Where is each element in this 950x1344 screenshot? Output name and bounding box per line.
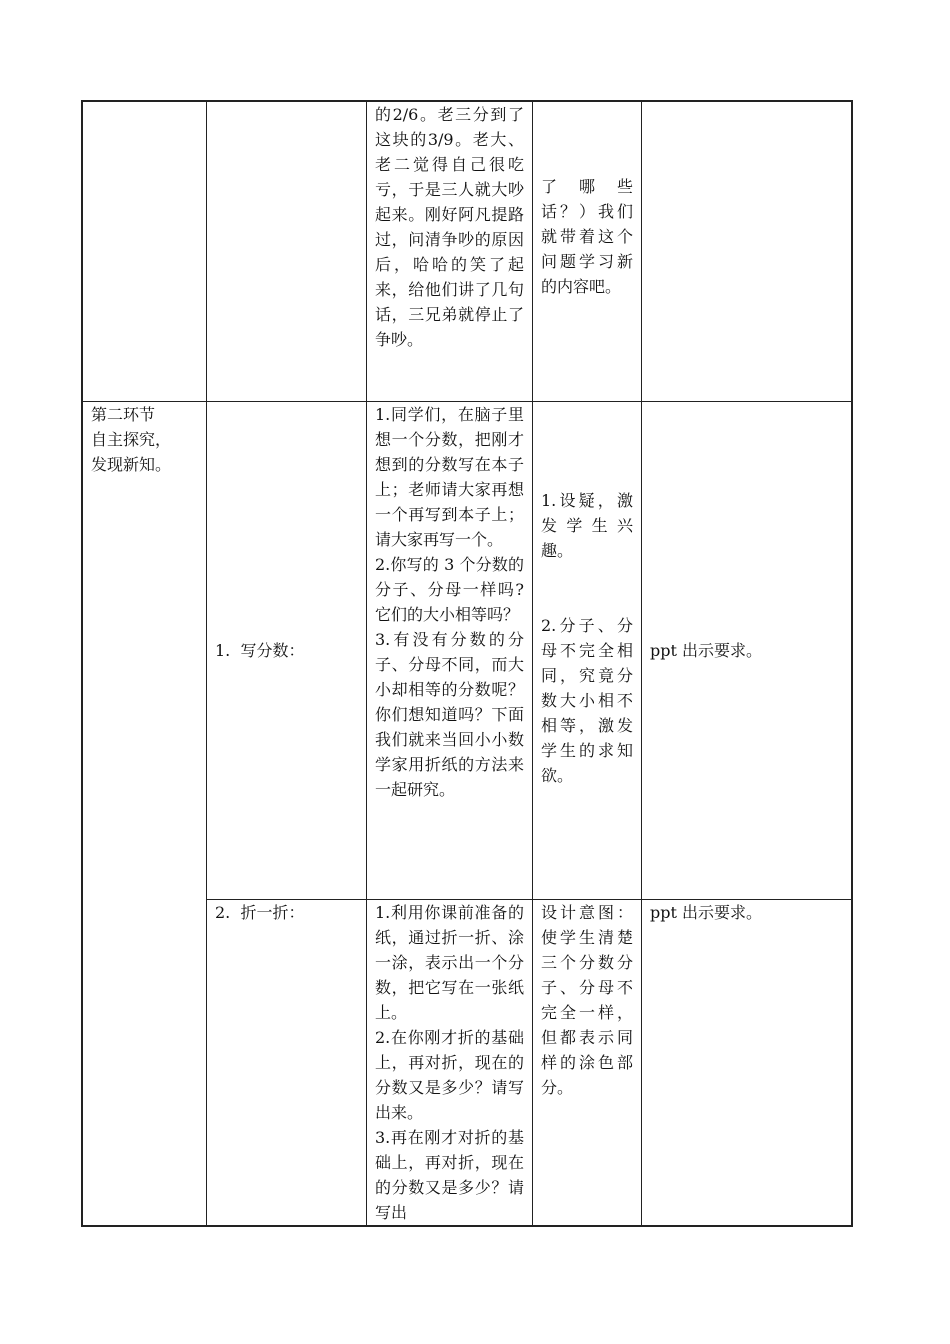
step-label: 2. 折一折： <box>215 902 305 922</box>
note-text: ppt 出示要求。 <box>650 902 763 922</box>
stage-subtitle-2: 发现新知。 <box>91 454 172 474</box>
intent-text: 设计意图：使学生清楚三个分数分子、分母不完全一样，但都表示同样的涂色部分。 <box>541 902 633 1097</box>
content-cell <box>367 899 533 1226</box>
content-text: 的2/6。老三分到了这块的3/9。老大、老二觉得自己很吃亏，于是三人就大吵起来。刚好阿凡提路过，问清争吵的原因后，哈哈的笑了起来，给他们讲了几句话，三兄弟就停止了争吵。 <box>375 105 524 349</box>
intent-item-1: 1.设疑，激发学生兴趣。 <box>541 490 633 560</box>
content-item-3: 3.再在刚才对折的基础上，再对折，现在的分数又是多少？请写出 <box>375 1127 524 1222</box>
content-item-2: 2.你写的 3 个分数的分子、分母一样吗?它们的大小相等吗？ <box>375 554 524 624</box>
stage-cell <box>82 401 207 1226</box>
step-label: 1. 写分数： <box>215 640 305 660</box>
content-cell <box>367 101 533 401</box>
content-item-3: 3.有没有分数的分子、分母不同，而大小却相等的分数呢？你们想知道吗？下面我们就来当回小小数学家用折纸的方法来一起研究。 <box>375 629 524 799</box>
stage-subtitle-1: 自主探究， <box>91 429 172 449</box>
intent-cell <box>533 899 642 1226</box>
step-cell <box>207 401 367 899</box>
intent-item-2: 2.分子、分母不完全相同，究竟分数大小相不相等，激发学生的求知欲。 <box>541 615 633 785</box>
note-cell <box>642 401 853 899</box>
content-item-1: 1.利用你课前准备的纸，通过折一折、涂一涂，表示出一个分数，把它写在一张纸上。 <box>375 902 524 1022</box>
stage-title: 第二环节 <box>91 404 156 424</box>
table-row <box>82 401 852 899</box>
content-item-1: 1.同学们，在脑子里想一个分数，把刚才想到的分数写在本子上；老师请大家再想一个再写到本子上；请大家再写一个。 <box>375 404 524 549</box>
stage-cell <box>82 101 207 401</box>
intent-cell <box>533 401 642 899</box>
content-item-2: 2.在你刚才折的基础上，再对折，现在的分数又是多少？请写出来。 <box>375 1027 524 1122</box>
lesson-plan-table <box>81 100 853 1227</box>
step-cell <box>207 101 367 401</box>
note-cell <box>642 899 853 1226</box>
table-row <box>82 101 852 401</box>
intent-cell <box>533 101 642 401</box>
note-cell <box>642 101 853 401</box>
spacer <box>541 563 633 613</box>
note-text: ppt 出示要求。 <box>650 640 763 660</box>
step-cell <box>207 899 367 1226</box>
content-cell <box>367 401 533 899</box>
intent-text: 了 哪 些话？）我们就带着这个问题学习新的内容吧。 <box>541 177 633 296</box>
